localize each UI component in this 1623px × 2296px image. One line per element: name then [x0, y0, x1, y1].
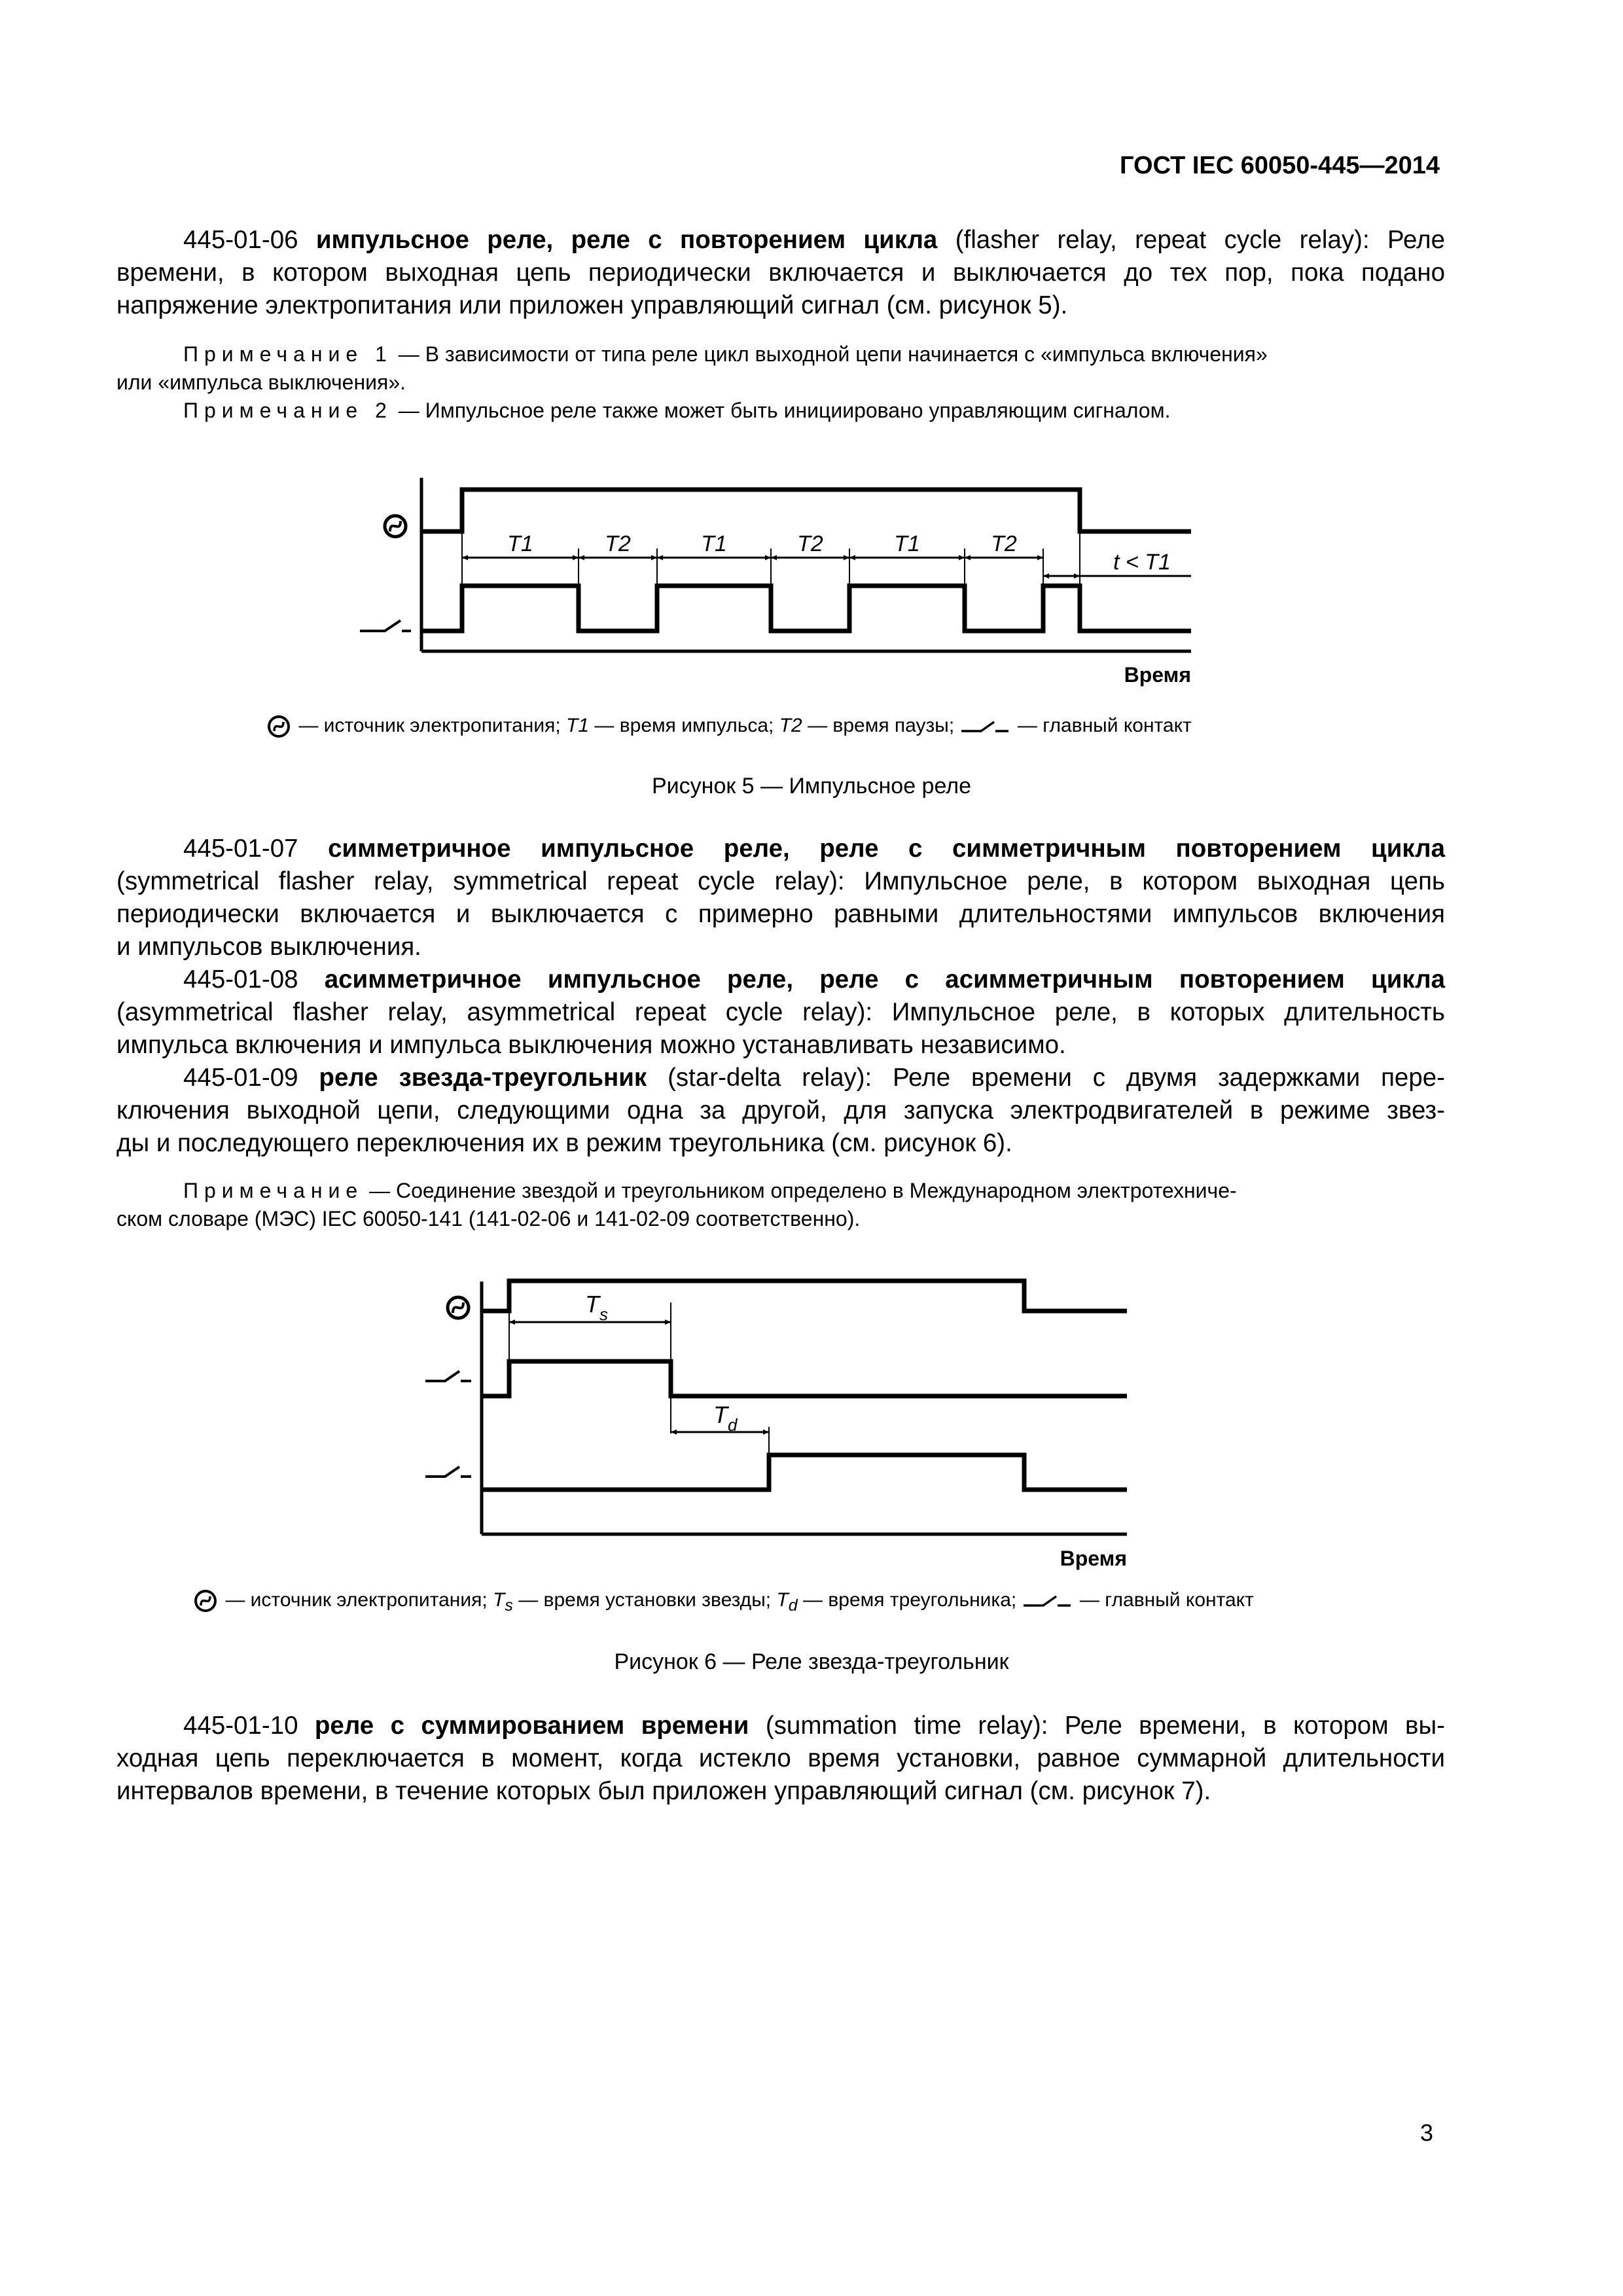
- contact-symbol-icon: [960, 717, 1012, 736]
- figure-6-timing-diagram: [412, 1270, 1145, 1577]
- note-09: Примечание — Соединение звездой и треугольником определено в Международном электротехниче- ском словаре (МЭС) IEC 60050-141 (141-02-06 и 141-02-09 соответственно).: [116, 1179, 1237, 1230]
- contact-symbol-icon: [1022, 1591, 1075, 1611]
- page-number: 3: [1419, 2119, 1433, 2146]
- power-supply-icon: [385, 516, 406, 537]
- label-t1: T1: [701, 531, 727, 556]
- label-t2: T2: [991, 531, 1017, 556]
- contact-symbol-icon: [425, 1467, 471, 1477]
- star-contact-signal: [482, 1361, 1127, 1396]
- contact-symbol-icon: [360, 620, 411, 631]
- figure-5-caption: Рисунок 5 — Импульсное реле: [652, 774, 971, 798]
- term-summation-time-relay: реле с суммированием времени: [314, 1712, 749, 1740]
- document-header: ГОСТ IEC 60050-445—2014: [1119, 152, 1440, 179]
- axis-label-time: Время: [1124, 663, 1191, 687]
- note-06-1: Примечание 1 — В зависимости от типа реле цикл выходной цепи начинается с «импульса включения» или «импульса выключения».: [116, 342, 1268, 394]
- note-06-2: Примечание 2 — Импульсное реле также может быть инициировано управляющим сигналом.: [183, 399, 1171, 422]
- axis-label-time: Время: [1060, 1547, 1127, 1570]
- delta-contact-signal: [482, 1455, 1127, 1490]
- paragraph-445-01-06: 445-01-06 импульсное реле, реле с повторением цикла (flasher relay, repeat cycle relay): Реле времени, в котором выходная цепь периодически включается и выключается до тех пор, пока подано напряжение электропитания или приложен управляющий сигнал (см. рисунок 5).: [116, 226, 1445, 319]
- label-t1: T1: [507, 531, 533, 556]
- label-t1: T1: [894, 531, 920, 556]
- term-flasher-relay: импульсное реле, реле с повторением цикла: [315, 226, 938, 254]
- power-supply-icon: [448, 1297, 469, 1318]
- figure-5-legend: — источник электропитания; T1 — время импульса; T2 — время паузы; — главный контакт: [264, 713, 1192, 740]
- paragraph-445-01-10: 445-01-10 реле с суммированием времени (summation time relay): Реле времени, в котором вы- ходная цепь переключается в момент, когда истекло время установки, равное суммарной длительности интервалов времени, в течение которых был приложен управляющий сигнал (см. рисунок 7).: [116, 1712, 1446, 1805]
- term-symmetrical-flasher-relay: симметричное импульсное реле, реле с симметричным повторением цикла: [328, 834, 1445, 863]
- paragraph-445-01-08: 445-01-08 асимметричное импульсное реле, реле с асимметричным повторением цикла (asymmetrical flasher relay, asymmetrical repeat cycle relay): Импульсное реле, в которых длительность импульса включения и импульса выключения можно устанавливать независимо.: [116, 965, 1445, 1059]
- label-t-less-t1: t < T1: [1113, 550, 1171, 575]
- power-signal: [421, 490, 1191, 531]
- paragraph-445-01-07: 445-01-07 симметричное импульсное реле, реле с симметричным повторением цикла (symmetrical flasher relay, symmetrical repeat cycle relay): Импульсное реле, в котором выходная цепь периодически включается и выключается с примерно равными длительностями импульсов включения и импульсов выключения.: [116, 834, 1445, 961]
- contact-signal: [421, 586, 1191, 631]
- figure-5-timing-diagram: [340, 471, 1257, 707]
- label-t2: T2: [605, 531, 631, 556]
- label-t2: T2: [797, 531, 823, 556]
- paragraph-445-01-09: 445-01-09 реле звезда-треугольник (star-delta relay): Реле времени с двумя задержками пере- ключения выходной цепи, следующими одна за другой, для запуска электродвигателей в режиме звез- ды и последующего переключения их в режим треугольника (см. рисунок 6).: [116, 1064, 1445, 1157]
- label-ts: $T_s$: [585, 1291, 608, 1324]
- label-td: $T_d$: [713, 1401, 738, 1435]
- power-supply-icon: [264, 713, 293, 740]
- term-star-delta-relay: реле звезда-треугольник: [319, 1064, 647, 1092]
- figure-6-legend: — источник электропитания; $T_s$ — время установки звезды; $T_d$ — время треугольника; — главный контакт: [191, 1588, 1254, 1615]
- term-asymmetrical-flasher-relay: асимметричное импульсное реле, реле с асимметричным повторением цикла: [324, 965, 1445, 994]
- power-signal: [482, 1281, 1127, 1311]
- contact-symbol-icon: [425, 1371, 471, 1381]
- figure-6-caption: Рисунок 6 — Реле звезда-треугольник: [614, 1649, 1009, 1674]
- power-supply-icon: [191, 1588, 220, 1614]
